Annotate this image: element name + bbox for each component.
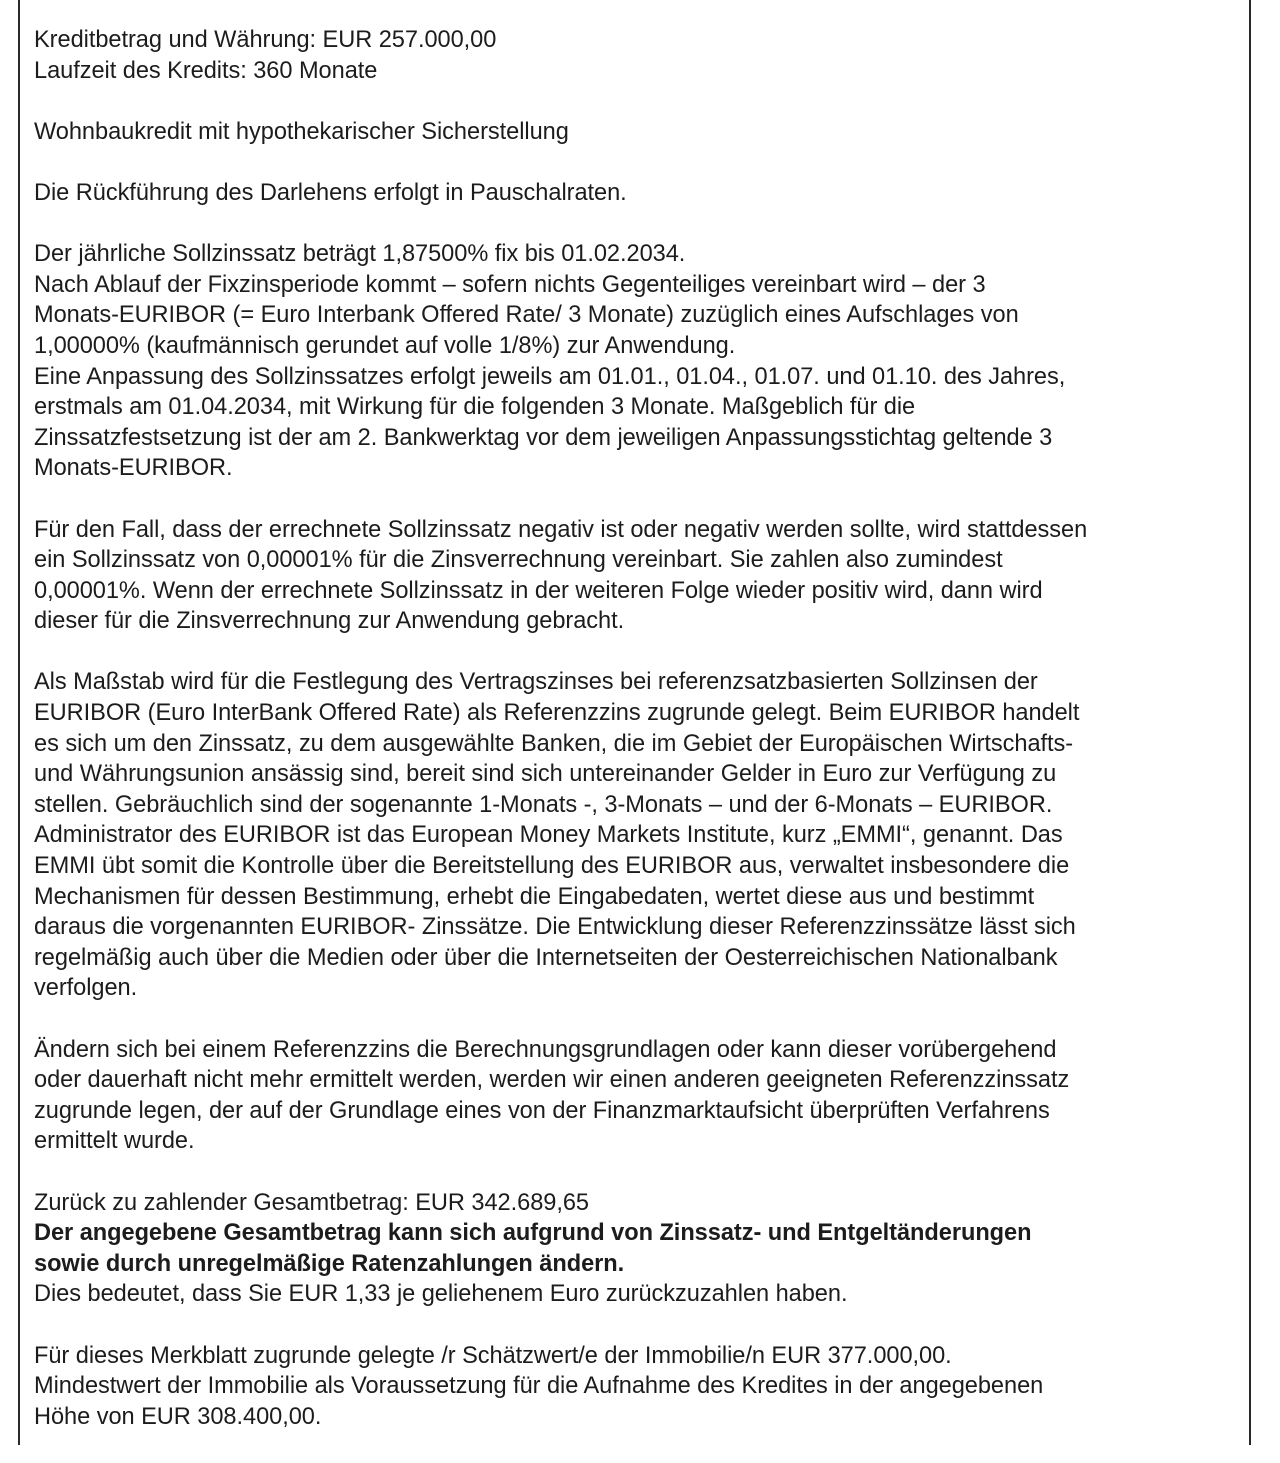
credit-type-line: Wohnbaukredit mit hypothekarischer Sicherstellung xyxy=(34,118,569,145)
text-line: daraus die vorgenannten EURIBOR- Zinssätze. Die Entwicklung dieser Referenzzinssätze lässt sich xyxy=(34,914,1076,941)
text-line: Eine Anpassung des Sollzinssatzes erfolgt jeweils am 01.01., 01.04., 01.07. und 01.10. des Jahres, xyxy=(34,363,1066,390)
interest-rate-paragraph xyxy=(34,239,1239,484)
text-line: Für den Fall, dass der errechnete Sollzinssatz negativ ist oder negativ werden sollte, wird stattdessen xyxy=(34,516,1088,543)
text-line: Als Maßstab wird für die Festlegung des Vertragszinses bei referenzsatzbasierten Sollzinsen der xyxy=(34,669,1038,696)
total-notice-line: sowie durch unregelmäßige Ratenzahlungen ändern. xyxy=(34,1250,625,1277)
credit-term-line: Laufzeit des Kredits: 360 Monate xyxy=(34,57,378,84)
text-line: Für dieses Merkblatt zugrunde gelegte /r Schätzwert/e der Immobilie/n EUR 377.000,00. xyxy=(34,1342,952,1369)
negative-rate-paragraph xyxy=(34,515,1239,637)
text-line: Mechanismen für dessen Bestimmung, erhebt die Eingabedaten, wertet diese aus und bestimmt xyxy=(34,883,1035,910)
text-line: Nach Ablauf der Fixzinsperiode kommt – sofern nichts Gegenteiliges vereinbart wird – der 3 xyxy=(34,271,986,298)
repayment-info xyxy=(34,178,1239,209)
text-line: ein Sollzinssatz von 0,00001% für die Zinsverrechnung vereinbart. Sie zahlen also zumindest xyxy=(34,547,1003,574)
text-line: regelmäßig auch über die Medien oder über die Internetseiten der Oesterreichischen Nationalbank xyxy=(34,944,1058,971)
text-line: zugrunde legen, der auf der Grundlage eines von der Finanzmarktaufsicht überprüften Verfahrens xyxy=(34,1097,1050,1124)
credit-amount-line: Kreditbetrag und Währung: EUR 257.000,00 xyxy=(34,27,497,53)
credit-type xyxy=(34,117,1239,148)
text-line: 1,00000% (kaufmännisch gerundet auf volle 1/8%) zur Anwendung. xyxy=(34,332,736,359)
text-line: Höhe von EUR 308.400,00. xyxy=(34,1403,322,1430)
total-notice-line: Der angegebene Gesamtbetrag kann sich aufgrund von Zinssatz- und Entgeltänderungen xyxy=(34,1220,1032,1247)
text-line: Monats-EURIBOR (= Euro Interbank Offered Rate/ 3 Monate) zuzüglich eines Aufschlages von xyxy=(34,302,1019,329)
text-line: ermittelt wurde. xyxy=(34,1128,195,1155)
text-line: erstmals am 01.04.2034, mit Wirkung für die folgenden 3 Monate. Maßgeblich für die xyxy=(34,394,916,421)
reference-change-paragraph xyxy=(34,1035,1239,1157)
text-line: Ändern sich bei einem Referenzzins die Berechnungsgrundlagen oder kann dieser vorübergehend xyxy=(34,1036,1057,1063)
text-line: Der jährliche Sollzinssatz beträgt 1,87500% fix bis 01.02.2034. xyxy=(34,241,686,268)
total-amount-line: Zurück zu zahlender Gesamtbetrag: EUR 342.689,65 xyxy=(34,1189,589,1216)
text-line: es sich um den Zinssatz, zu dem ausgewählte Banken, die im Gebiet der Europäischen Wirtschafts- xyxy=(34,730,1074,757)
text-line: EMMI übt somit die Kontrolle über die Bereitstellung des EURIBOR aus, verwaltet insbesondere die xyxy=(34,853,1070,880)
credit-summary xyxy=(34,25,1239,86)
euribor-paragraph xyxy=(34,667,1239,1004)
text-line: Administrator des EURIBOR ist das European Money Markets Institute, kurz „EMMI“, genannt. Das xyxy=(34,822,1063,849)
text-line: 0,00001%. Wenn der errechnete Sollzinssatz in der weiteren Folge wieder positiv wird, dann wird xyxy=(34,577,1043,604)
repayment-line: Die Rückführung des Darlehens erfolgt in Pauschalraten. xyxy=(34,179,627,206)
text-line: Monats-EURIBOR. xyxy=(34,455,233,482)
document-page xyxy=(34,25,1239,1463)
text-line: dieser für die Zinsverrechnung zur Anwendung gebracht. xyxy=(34,608,625,635)
property-value-paragraph xyxy=(34,1341,1239,1433)
text-line: oder dauerhaft nicht mehr ermittelt werden, werden wir einen anderen geeigneten Referenzzinssatz xyxy=(34,1067,1070,1094)
total-amount-paragraph xyxy=(34,1188,1239,1310)
text-line: Mindestwert der Immobilie als Voraussetzung für die Aufnahme des Kredites in der angegebenen xyxy=(34,1373,1044,1400)
left-border-line xyxy=(18,0,20,1445)
text-line: stellen. Gebräuchlich sind der sogenannte 1-Monats -, 3-Monats – und der 6-Monats – EURIBOR. xyxy=(34,791,1053,818)
text-line: Zinssatzfestsetzung ist der am 2. Bankwerktag vor dem jeweiligen Anpassungsstichtag geltende 3 xyxy=(34,424,1053,451)
per-euro-line: Dies bedeutet, dass Sie EUR 1,33 je geliehenem Euro zurückzuzahlen haben. xyxy=(34,1281,848,1308)
right-border-line xyxy=(1249,0,1251,1445)
text-line: und Währungsunion ansässig sind, bereit sind sich untereinander Gelder in Euro zur Verfügung zu xyxy=(34,761,1057,788)
text-line: EURIBOR (Euro InterBank Offered Rate) als Referenzzins zugrunde gelegt. Beim EURIBOR handelt xyxy=(34,700,1080,727)
text-line: verfolgen. xyxy=(34,975,138,1002)
